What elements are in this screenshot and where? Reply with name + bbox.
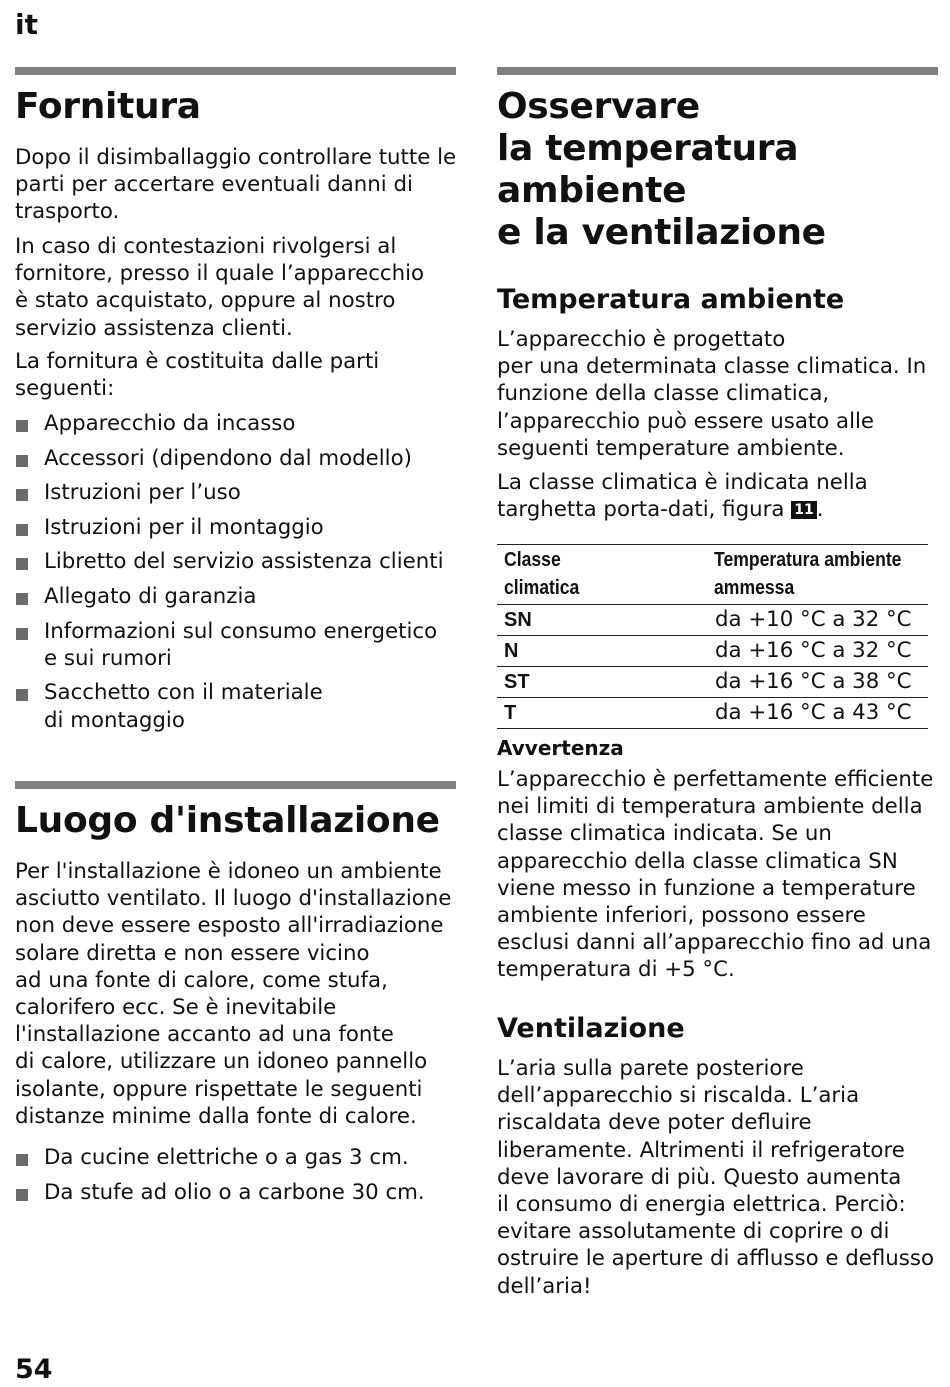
fornitura-paragraph-1: Dopo il disimballaggio controllare tutte le parti per accertare eventuali danni di trasporto. — [15, 145, 457, 225]
table-row — [497, 667, 928, 698]
climate-class-table — [497, 544, 928, 729]
square-bullet-icon — [16, 524, 28, 536]
list-item: Da stufe ad olio o a carbone 30 cm. — [15, 1179, 425, 1206]
heading-ventilazione: Ventilazione — [497, 1013, 685, 1044]
avvertenza-title: Avvertenza — [497, 736, 624, 760]
heading-temperatura-ambiente: Temperatura ambiente — [497, 284, 845, 315]
square-bullet-icon — [16, 628, 28, 640]
ventilazione-paragraph: L’aria sulla parete posteriore dell’apparecchio si riscalda. L’aria riscaldata deve poter defluire liberamente. Altrimenti il refrigeratore deve lavorare di più. Questo aumenta il consumo di energia elettrica. Perciò: evitare assolutamente di coprire o di ostruire le aperture di afflusso e deflusso dell’aria! — [497, 1056, 934, 1299]
list-item: Allegato di garanzia — [15, 583, 443, 610]
fornitura-paragraph-3: La fornitura è costituita dalle parti seguenti: — [15, 349, 380, 402]
climate-class-cell: N — [497, 636, 707, 667]
list-item: Istruzioni per l’uso — [15, 479, 443, 506]
temperature-range-cell: da +16 °C a 38 °C — [707, 667, 928, 698]
language-code: it — [15, 8, 38, 41]
luogo-list — [15, 1144, 425, 1213]
square-bullet-icon — [16, 1189, 28, 1201]
temperature-range-cell: da +10 °C a 32 °C — [707, 605, 928, 636]
square-bullet-icon — [16, 489, 28, 501]
table-row — [497, 605, 928, 636]
square-bullet-icon — [16, 455, 28, 467]
square-bullet-icon — [16, 420, 28, 432]
heading-fornitura: Fornitura — [15, 86, 201, 127]
square-bullet-icon — [16, 593, 28, 605]
list-item: Istruzioni per il montaggio — [15, 514, 443, 541]
luogo-paragraph: Per l'installazione è idoneo un ambiente asciutto ventilato. Il luogo d'installazione non deve essere esposto all'irradiazione solare diretta e non essere vicino ad una fonte di calore, come stufa, calorifero ecc. Se è inevitabile l'installazione accanto ad una fonte di calore, utilizzare un idoneo pannello isolante, oppure rispettate le seguenti distanze minime dalla fonte di calore. — [15, 859, 452, 1129]
section-rule — [497, 67, 938, 75]
heading-luogo-installazione: Luogo d'installazione — [15, 800, 440, 841]
climate-class-cell: ST — [497, 667, 707, 698]
table-row — [497, 636, 928, 667]
figure-reference-badge: 11 — [791, 501, 816, 519]
list-item: Libretto del servizio assistenza clienti — [15, 548, 443, 575]
column-header-temperature: Temperatura ambiente ammessa — [707, 545, 928, 605]
list-item: Sacchetto con il materiale di montaggio — [15, 679, 443, 733]
section-rule — [15, 67, 456, 75]
heading-osservare: Osservare la temperatura ambiente e la ventilazione — [497, 86, 826, 253]
section-rule — [15, 781, 456, 789]
temperature-range-cell: da +16 °C a 43 °C — [707, 698, 928, 729]
temperature-range-cell: da +16 °C a 32 °C — [707, 636, 928, 667]
climate-class-cell: T — [497, 698, 707, 729]
list-item: Da cucine elettriche o a gas 3 cm. — [15, 1144, 425, 1171]
square-bullet-icon — [16, 1154, 28, 1166]
list-item: Accessori (dipendono dal modello) — [15, 445, 443, 472]
table-row — [497, 698, 928, 729]
square-bullet-icon — [16, 558, 28, 570]
list-item: Informazioni sul consumo energetico e sui rumori — [15, 618, 443, 672]
list-item: Apparecchio da incasso — [15, 410, 443, 437]
page-number: 54 — [15, 1354, 53, 1385]
square-bullet-icon — [16, 689, 28, 701]
table-header-row — [497, 545, 928, 605]
fornitura-paragraph-2: In caso di contestazioni rivolgersi al fornitore, presso il quale l’apparecchio è stato acquistato, oppure al nostro servizio assistenza clienti. — [15, 234, 425, 341]
avvertenza-paragraph: L’apparecchio è perfettamente efficiente nei limiti di temperatura ambiente della classe climatica indicata. Se un apparecchio della classe climatica SN viene messo in funzione a temperature ambiente inferiori, possono essere esclusi danni all’apparecchio fino ad una temperatura di +5 °C. — [497, 767, 934, 983]
column-header-class: Classe climatica — [497, 545, 707, 605]
climate-class-cell: SN — [497, 605, 707, 636]
fornitura-list — [15, 410, 443, 741]
temperatura-paragraph-2: La classe climatica è indicata nella targhetta porta-dati, figura 11 . — [497, 470, 868, 523]
temperatura-paragraph-1: L’apparecchio è progettato per una determinata classe climatica. In funzione della classe climatica, l’apparecchio può essere usato alle seguenti temperature ambiente. — [497, 327, 927, 461]
